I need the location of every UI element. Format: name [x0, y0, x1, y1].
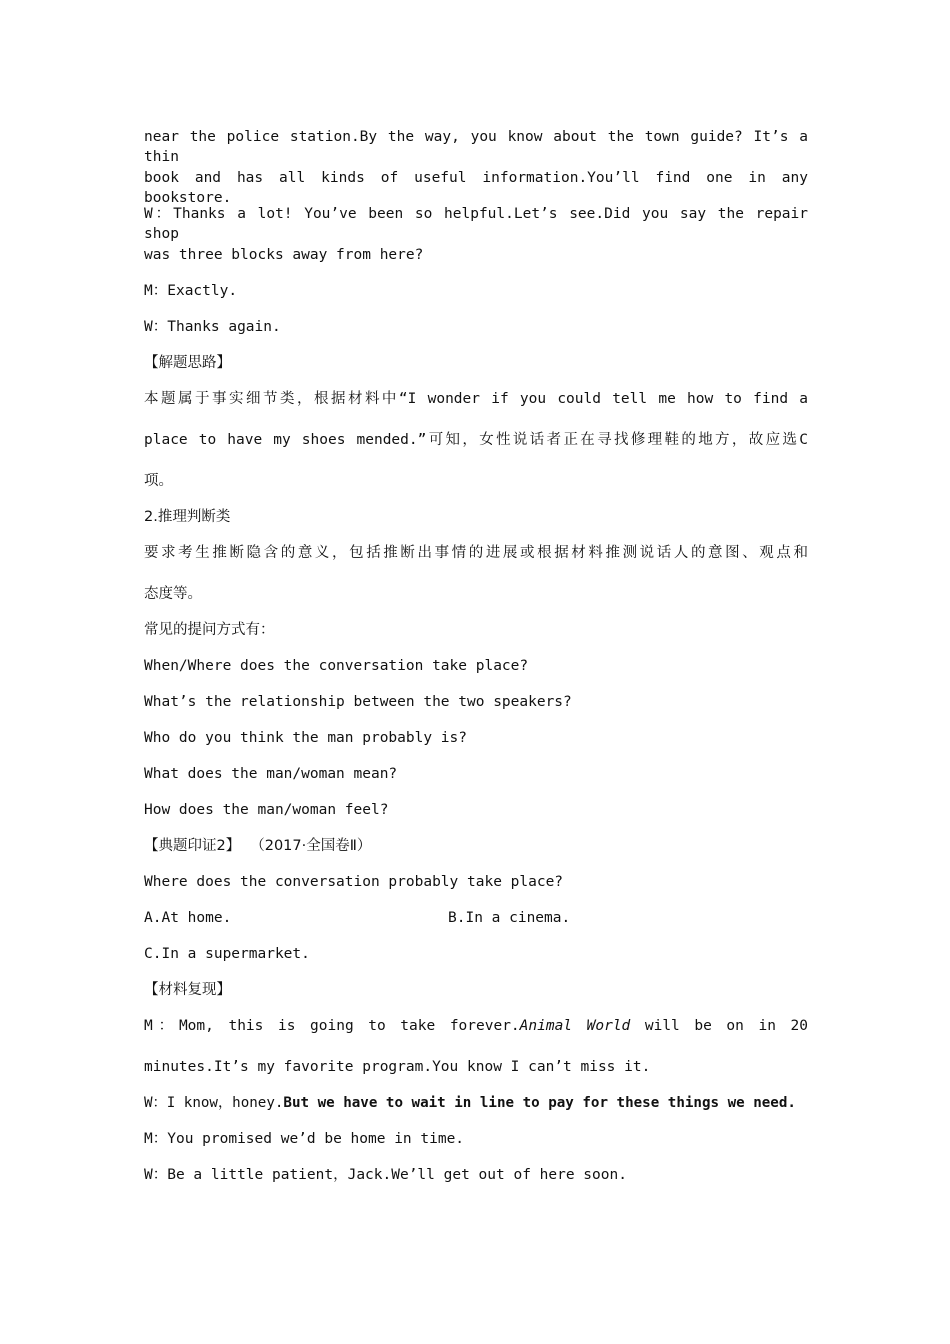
option-b: B.In a cinema.	[448, 910, 571, 926]
section-description: 态度等。	[144, 586, 202, 602]
text-line: W：Thanks a lot! You’ve been so helpful.Let’s see.Did you say the repair shop	[144, 206, 808, 242]
material-heading: 【材料复现】	[144, 982, 231, 998]
analysis-line: 项。	[144, 473, 173, 489]
question-item: Who do you think the man probably is?	[144, 730, 468, 746]
common-questions-label: 常见的提问方式有：	[144, 622, 275, 638]
section-description: 要求考生推断隐含的意义，包括推断出事情的进展或根据材料推测说话人的意图、观点和	[144, 545, 808, 561]
question-item: When/Where does the conversation take place?	[144, 658, 529, 674]
dialogue-text: W：I know，honey.	[144, 1095, 284, 1111]
dialogue-line: minutes.It’s my favorite program.You know I can’t miss it.	[144, 1059, 651, 1075]
question-item: How does the man/woman feel?	[144, 802, 389, 818]
example-heading: 【典题印证2】	[144, 838, 241, 854]
example-question: Where does the conversation probably take place?	[144, 874, 564, 890]
example-source: （2017·全国卷Ⅱ）	[250, 838, 372, 854]
dialogue-line	[144, 1016, 808, 1036]
dialogue-line: M：You promised we’d be home in time.	[144, 1131, 465, 1147]
key-sentence: But we have to wait in line to pay for these things we need.	[283, 1095, 796, 1111]
dialogue-line	[144, 1093, 808, 1113]
text-line: M：Exactly.	[144, 283, 238, 299]
program-title: Animal World	[519, 1018, 631, 1034]
analysis-heading: 【解题思路】	[144, 355, 231, 371]
question-item: What’s the relationship between the two speakers?	[144, 694, 572, 710]
analysis-line: place to have my shoes mended.”可知，女性说话者正在寻找修理鞋的地方，故应选C	[144, 432, 808, 448]
option-c: C.In a supermarket.	[144, 946, 310, 962]
dialogue-text: will be on in 20	[630, 1018, 808, 1034]
section-title: 2.推理判断类	[144, 509, 231, 525]
dialogue-line: W：Be a little patient，Jack.We’ll get out of here soon.	[144, 1167, 627, 1183]
analysis-line: 本题属于事实细节类，根据材料中“I wonder if you could tell me how to find a	[144, 391, 808, 407]
text-line: book and has all kinds of useful information.You’ll find one in any bookstore.	[144, 170, 808, 206]
text-line: W：Thanks again.	[144, 319, 281, 335]
question-item: What does the man/woman mean?	[144, 766, 398, 782]
dialogue-text: M：Mom, this is going to take forever.	[144, 1018, 520, 1034]
text-line: was three blocks away from here?	[144, 247, 424, 263]
example-heading-line	[144, 836, 808, 856]
text-line: near the police station.By the way, you know about the town guide? It’s a thin	[144, 129, 808, 165]
option-a: A.At home.	[144, 910, 232, 926]
